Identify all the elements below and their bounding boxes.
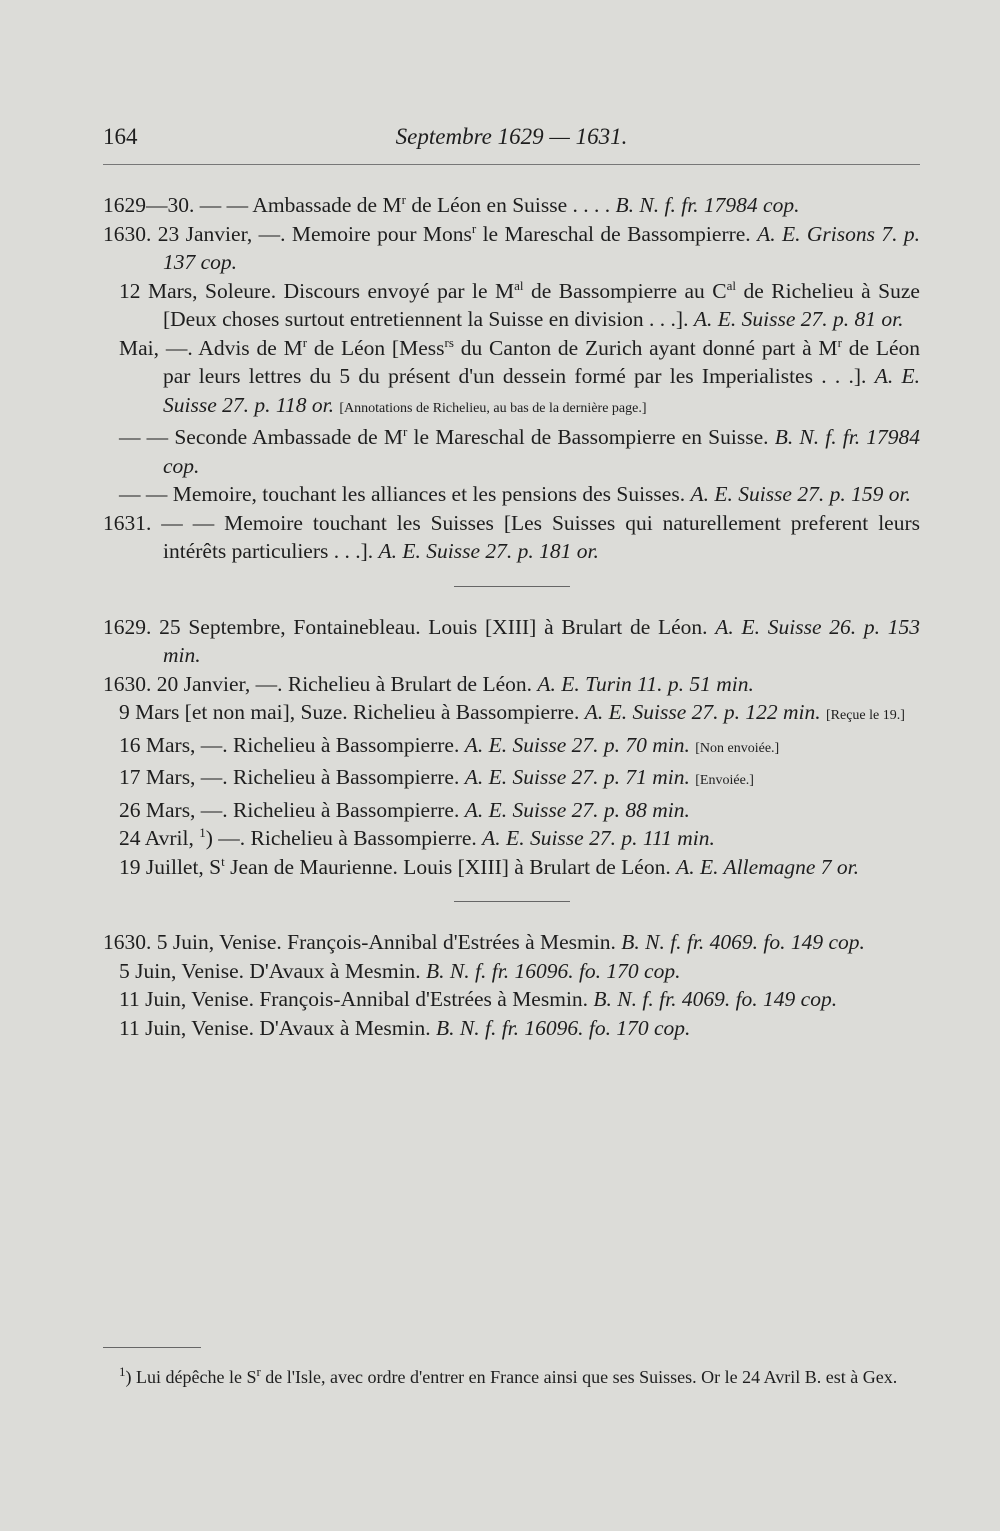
entry-text: Mai, —. Advis de $M^r$ de Léon [Mess$^{rs}$ du Canton de Zurich ayant donné part à $M^r$ de Léon par leurs lettres du 5 du présent d'un dessein formé par les Imperialistes . . .]. bbox=[119, 334, 920, 388]
footnote-rule bbox=[103, 1347, 201, 1348]
catalogue-entry bbox=[103, 731, 920, 764]
page-header bbox=[103, 124, 920, 164]
archive-reference: A. E. Suisse 27. p. 122 min. bbox=[584, 700, 821, 724]
entry-text: 12 Mars, Soleure. Discours envoyé par le $M^{al}$ de Bassompierre au $C^{al}$ de Richelieu à Suze [Deux choses surtout entretiennent la Suisse en division . . .]. bbox=[119, 277, 920, 331]
catalogue-entry bbox=[103, 928, 920, 957]
catalogue-entry bbox=[103, 277, 920, 334]
entry-text: 1629—30. — — Ambassade de $M^r$ de Léon en Suisse . . . . bbox=[103, 191, 616, 217]
archive-reference: B. N. f. fr. 16096. fo. 170 cop. bbox=[426, 958, 681, 983]
entry-text: 17 Mars, —. Richelieu à Bassompierre. bbox=[119, 765, 465, 789]
entry-note: [Annotations de Richelieu, au bas de la dernière page.] bbox=[339, 400, 647, 416]
entries-container bbox=[103, 191, 920, 1042]
entry-block bbox=[103, 191, 920, 566]
entry-note: [Non envoiée.] bbox=[695, 740, 780, 756]
archive-reference: A. E. Allemagne 7 or. bbox=[676, 854, 860, 879]
catalogue-entry bbox=[103, 853, 920, 882]
footnote: $^1$) Lui dépêche le $S^r$ de l'Isle, avec ordre d'entrer en France ainsi que ses Suisses. Or le 24 Avril B. est à Gex. bbox=[119, 1364, 898, 1387]
entry-text: 5 Juin, Venise. D'Avaux à Mesmin. bbox=[119, 958, 427, 983]
archive-reference: A. E. Suisse 27. p. 111 min. bbox=[482, 826, 715, 850]
catalogue-entry bbox=[103, 985, 920, 1014]
catalogue-entry bbox=[103, 509, 920, 566]
section-separator bbox=[454, 586, 570, 587]
catalogue-entry bbox=[103, 191, 920, 220]
entry-text: 1630. 5 Juin, Venise. François-Annibal d'Estrées à Mesmin. bbox=[103, 930, 622, 954]
catalogue-entry bbox=[103, 824, 920, 853]
archive-reference: A. E. Suisse 27. p. 88 min. bbox=[464, 797, 690, 822]
entry-text: 11 Juin, Venise. D'Avaux à Mesmin. bbox=[119, 1015, 436, 1040]
running-title: Septembre 1629 — 1631. bbox=[395, 124, 628, 149]
entry-text: 11 Juin, Venise. François-Annibal d'Estrées à Mesmin. bbox=[119, 987, 594, 1011]
catalogue-entry bbox=[103, 1014, 920, 1043]
catalogue-entry bbox=[103, 957, 920, 986]
entry-text: 19 Juillet, $S^t$ Jean de Maurienne. Louis [XIII] à Brulart de Léon. bbox=[119, 853, 677, 879]
catalogue-entry bbox=[103, 613, 920, 670]
entry-text: 26 Mars, —. Richelieu à Bassompierre. bbox=[119, 797, 465, 822]
catalogue-entry bbox=[103, 220, 920, 277]
catalogue-entry bbox=[103, 763, 920, 796]
catalogue-entry bbox=[103, 480, 920, 509]
archive-reference: A. E. Suisse 26. p. 153 min. bbox=[163, 614, 920, 667]
archive-reference: A. E. Suisse 27. p. 118 or. bbox=[163, 364, 920, 417]
entry-text: — — Seconde Ambassade de $M^r$ le Mareschal de Bassompierre en Suisse. bbox=[119, 423, 775, 449]
archive-reference: A. E. Turin 11. p. 51 min. bbox=[537, 671, 754, 696]
archive-reference: B. N. f. fr. 17984 cop. bbox=[615, 193, 800, 217]
page-number: 164 bbox=[103, 124, 138, 149]
archive-reference: A. E. Suisse 27. p. 70 min. bbox=[464, 732, 690, 757]
entry-text: 1630. 23 Janvier, —. Memoire pour Mons$^r$ le Mareschal de Bassompierre. bbox=[103, 220, 758, 246]
entry-text: 9 Mars [et non mai], Suze. Richelieu à Bassompierre. bbox=[119, 700, 585, 724]
entry-text: — — Memoire, touchant les alliances et les pensions des Suisses. bbox=[119, 482, 691, 506]
header-rule bbox=[103, 164, 920, 165]
archive-reference: A. E. Suisse 27. p. 81 or. bbox=[693, 307, 904, 331]
archive-reference: B. N. f. fr. 17984 cop. bbox=[163, 425, 920, 478]
archive-reference: A. E. Suisse 27. p. 71 min. bbox=[464, 765, 690, 789]
archive-reference: A. E. Suisse 27. p. 159 or. bbox=[690, 482, 911, 506]
catalogue-entry bbox=[103, 334, 920, 424]
archive-reference: A. E. Grisons 7. p. 137 cop. bbox=[163, 221, 920, 274]
section-separator bbox=[454, 901, 570, 902]
entry-note: [Reçue le 19.] bbox=[826, 708, 905, 723]
archive-reference: A. E. Suisse 27. p. 181 or. bbox=[378, 539, 599, 563]
catalogue-entry bbox=[103, 670, 920, 699]
catalogue-entry bbox=[103, 796, 920, 825]
entry-text: 1630. 20 Janvier, —. Richelieu à Brulart de Léon. bbox=[103, 671, 538, 696]
entry-note: [Envoiée.] bbox=[695, 773, 754, 788]
entry-text: 24 Avril, $^1$) —. Richelieu à Bassompierre. bbox=[119, 824, 483, 850]
entry-block bbox=[103, 928, 920, 1042]
entry-text: 1631. — — Memoire touchant les Suisses [Les Suisses qui naturellement preferent leurs intérêts particuliers . . .]. bbox=[103, 510, 920, 563]
catalogue-entry bbox=[103, 423, 920, 480]
entry-block bbox=[103, 613, 920, 882]
archive-reference: B. N. f. fr. 4069. fo. 149 cop. bbox=[621, 930, 865, 954]
entry-text: 16 Mars, —. Richelieu à Bassompierre. bbox=[119, 732, 465, 757]
catalogue-entry bbox=[103, 698, 920, 731]
entry-text: 1629. 25 Septembre, Fontainebleau. Louis [XIII] à Brulart de Léon. bbox=[103, 614, 716, 639]
archive-reference: B. N. f. fr. 4069. fo. 149 cop. bbox=[593, 987, 838, 1011]
archive-reference: B. N. f. fr. 16096. fo. 170 cop. bbox=[436, 1015, 691, 1040]
